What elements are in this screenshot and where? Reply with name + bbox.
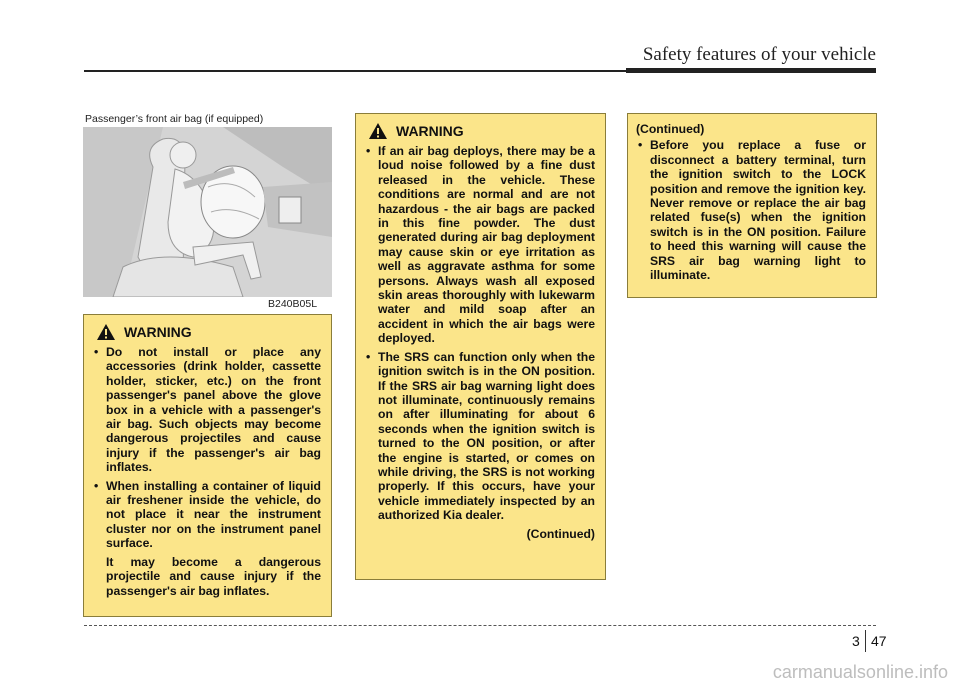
- page-number: 47: [871, 633, 887, 649]
- warning-heading: WARNING: [124, 323, 192, 340]
- warning-heading: WARNING: [396, 122, 464, 139]
- page-header-title: Safety features of your vehicle: [642, 44, 876, 65]
- airbag-illustration: [83, 127, 332, 297]
- warning-item: • Before you replace a fuse or disconnect a battery terminal, turn the ignition switch to the LOCK position and remove the ignition key. Never remove or replace the air bag related fuse(s) when the ignition switch is in the ON position. Failure to heed this warning will cause the SRS air bag warning light to illuminate.: [636, 138, 866, 282]
- figure-caption: Passenger’s front air bag (if equipped): [85, 113, 264, 125]
- footer-rule: [84, 625, 876, 626]
- warning-item: • When installing a container of liquid air freshener inside the vehicle, do not place it near the instrument cluster nor on the instrument panel surface.: [92, 479, 321, 551]
- page-number-divider: [865, 630, 866, 652]
- header-rule-accent: [626, 68, 876, 73]
- warning-item: • Do not install or place any accessories (drink holder, cassette holder, sticker, etc.) on the front passenger's panel above the glove box in a vehicle with a passenger's air bag. Such objects may become dangerous projectiles and cause injury if the passenger's air bag inflates.: [92, 345, 321, 475]
- figure-code: B240B05L: [268, 298, 318, 310]
- continued-label: (Continued): [636, 122, 705, 136]
- warning-item: • The SRS can function only when the ignition switch is in the ON position. If the SRS air bag warning light does not illuminate, continuously remains on after illuminating for about 6 seconds when the ignition switch is turned to the ON position, or after the engine is started, or comes on while driving, the SRS is not working properly. If this occurs, have your vehicle immediately inspected by an authorized Kia dealer.: [364, 350, 595, 523]
- warning-followup: It may become a dangerous projectile and cause injury if the passenger's air bag inflates.: [106, 554, 321, 598]
- warning-box-fuse: [627, 113, 877, 298]
- warning-item: • If an air bag deploys, there may be a loud noise followed by a fine dust released in the vehicle. These conditions are normal and are not hazardous - the air bags are packed in this fine powder. The dust generated during air bag deployment may cause skin or eye irritation as well as aggravate asthma for some persons. Always wash all exposed skin areas thoroughly with lukewarm water and mild soap after an accident in which the air bags were deployed.: [364, 144, 595, 346]
- warning-triangle-icon: [96, 323, 116, 341]
- chapter-number: 3: [852, 633, 860, 649]
- watermark: carmanualsonline.info: [772, 662, 948, 682]
- warning-box-accessories: [83, 314, 332, 617]
- warning-triangle-icon: [368, 122, 388, 140]
- continued-label: (Continued): [526, 526, 595, 541]
- warning-box-deployment: [355, 113, 606, 580]
